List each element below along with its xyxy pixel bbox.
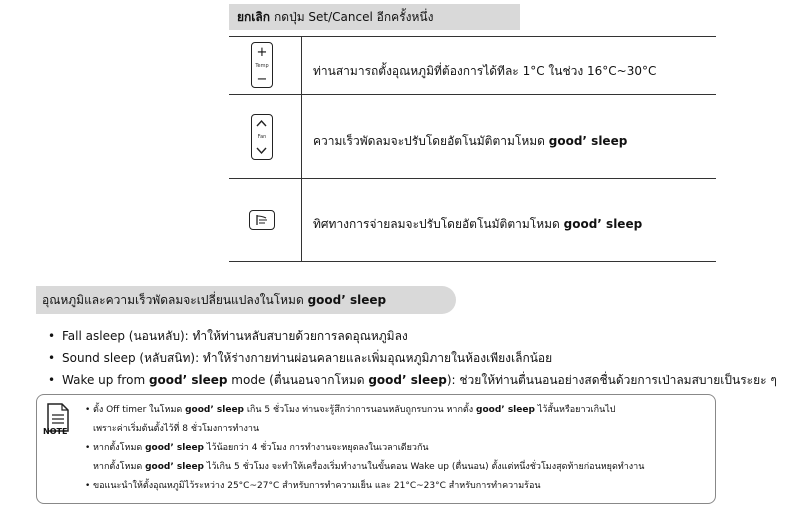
list-item: • Wake up from good’ sleep mode (ตื่นนอนจากโหมด good’ sleep): ช่วยให้ท่านตื่นนอนอย่างสดชื่นด้วยการเป่าลมสบายเป็นระยะ ๆ [48,369,777,391]
note-item: เพราะค่าเริ่มต้นตั้งไว้ที่ 8 ชั่วโมงการทำงาน [93,424,260,434]
note-label: NOTE [43,427,68,436]
note-item: • ตั้ง Off timer ในโหมด good’ sleep เกิน 5 ชั่วโมง ท่านจะรู้สึกว่าการนอนหลับถูกรบกวน หากตั้ง good’ sleep ไว้สั้นหรือยาวเกินไป [85,401,644,420]
list-item: • Fall asleep (นอนหลับ): ทำให้ท่านหลับสบายด้วยการลดอุณหภูมิลง [48,325,777,347]
note-box [36,394,716,504]
table-row-airflow-text: ทิศทางการจ่ายลมจะปรับโดยอัตโนมัติตามโหมด good’ sleep [313,217,643,231]
table-row-fan-text: ความเร็วพัดลมจะปรับโดยอัตโนมัติตามโหมด good’ sleep [313,134,628,148]
sleep-mode-list [48,325,777,391]
table-row-temp-text: ท่านสามารถตั้งอุณหภูมิที่ต้องการได้ทีละ 1°C ในช่วง 16°C~30°C [313,64,657,78]
cancel-instruction [229,4,520,30]
fan-up-down-icon: Fan [251,114,273,160]
airflow-direction-icon [249,210,275,230]
temp-up-down-icon: + Temp − [251,42,273,88]
section-header: อุณหภูมิและความเร็วพัดลมจะเปลี่ยนแปลงในโหมด good’ sleep [36,286,456,314]
cancel-text: กดปุ่ม Set/Cancel อีกครั้งหนึ่ง [274,10,434,24]
note-list [85,401,644,496]
note-item: หากตั้งโหมด good’ sleep ไว้เกิน 5 ชั่วโมง จะทำให้เครื่องเริ่มทำงานในขั้นตอน Wake up (ตื่นนอน) ตั้งแต่หนึ่งชั่วโมงสุดท้ายก่อนหยุดทำงาน [93,462,645,472]
note-item: • ขอแนะนำให้ตั้งอุณหภูมิไว้ระหว่าง 25°C~27°C สำหรับการทำความเย็น และ 21°C~23°C สำหรับการทำความร้อน [85,477,644,496]
cancel-label: ยกเลิก [237,10,271,24]
note-item: • หากตั้งโหมด good’ sleep ไว้น้อยกว่า 4 ชั่วโมง การทำงานจะหยุดลงในเวลาเดียวกัน [85,439,644,458]
list-item: • Sound sleep (หลับสนิท): ทำให้ร่างกายท่านผ่อนคลายและเพิ่มอุณหภูมิภายในห้องเพียงเล็กน้อย [48,347,777,369]
